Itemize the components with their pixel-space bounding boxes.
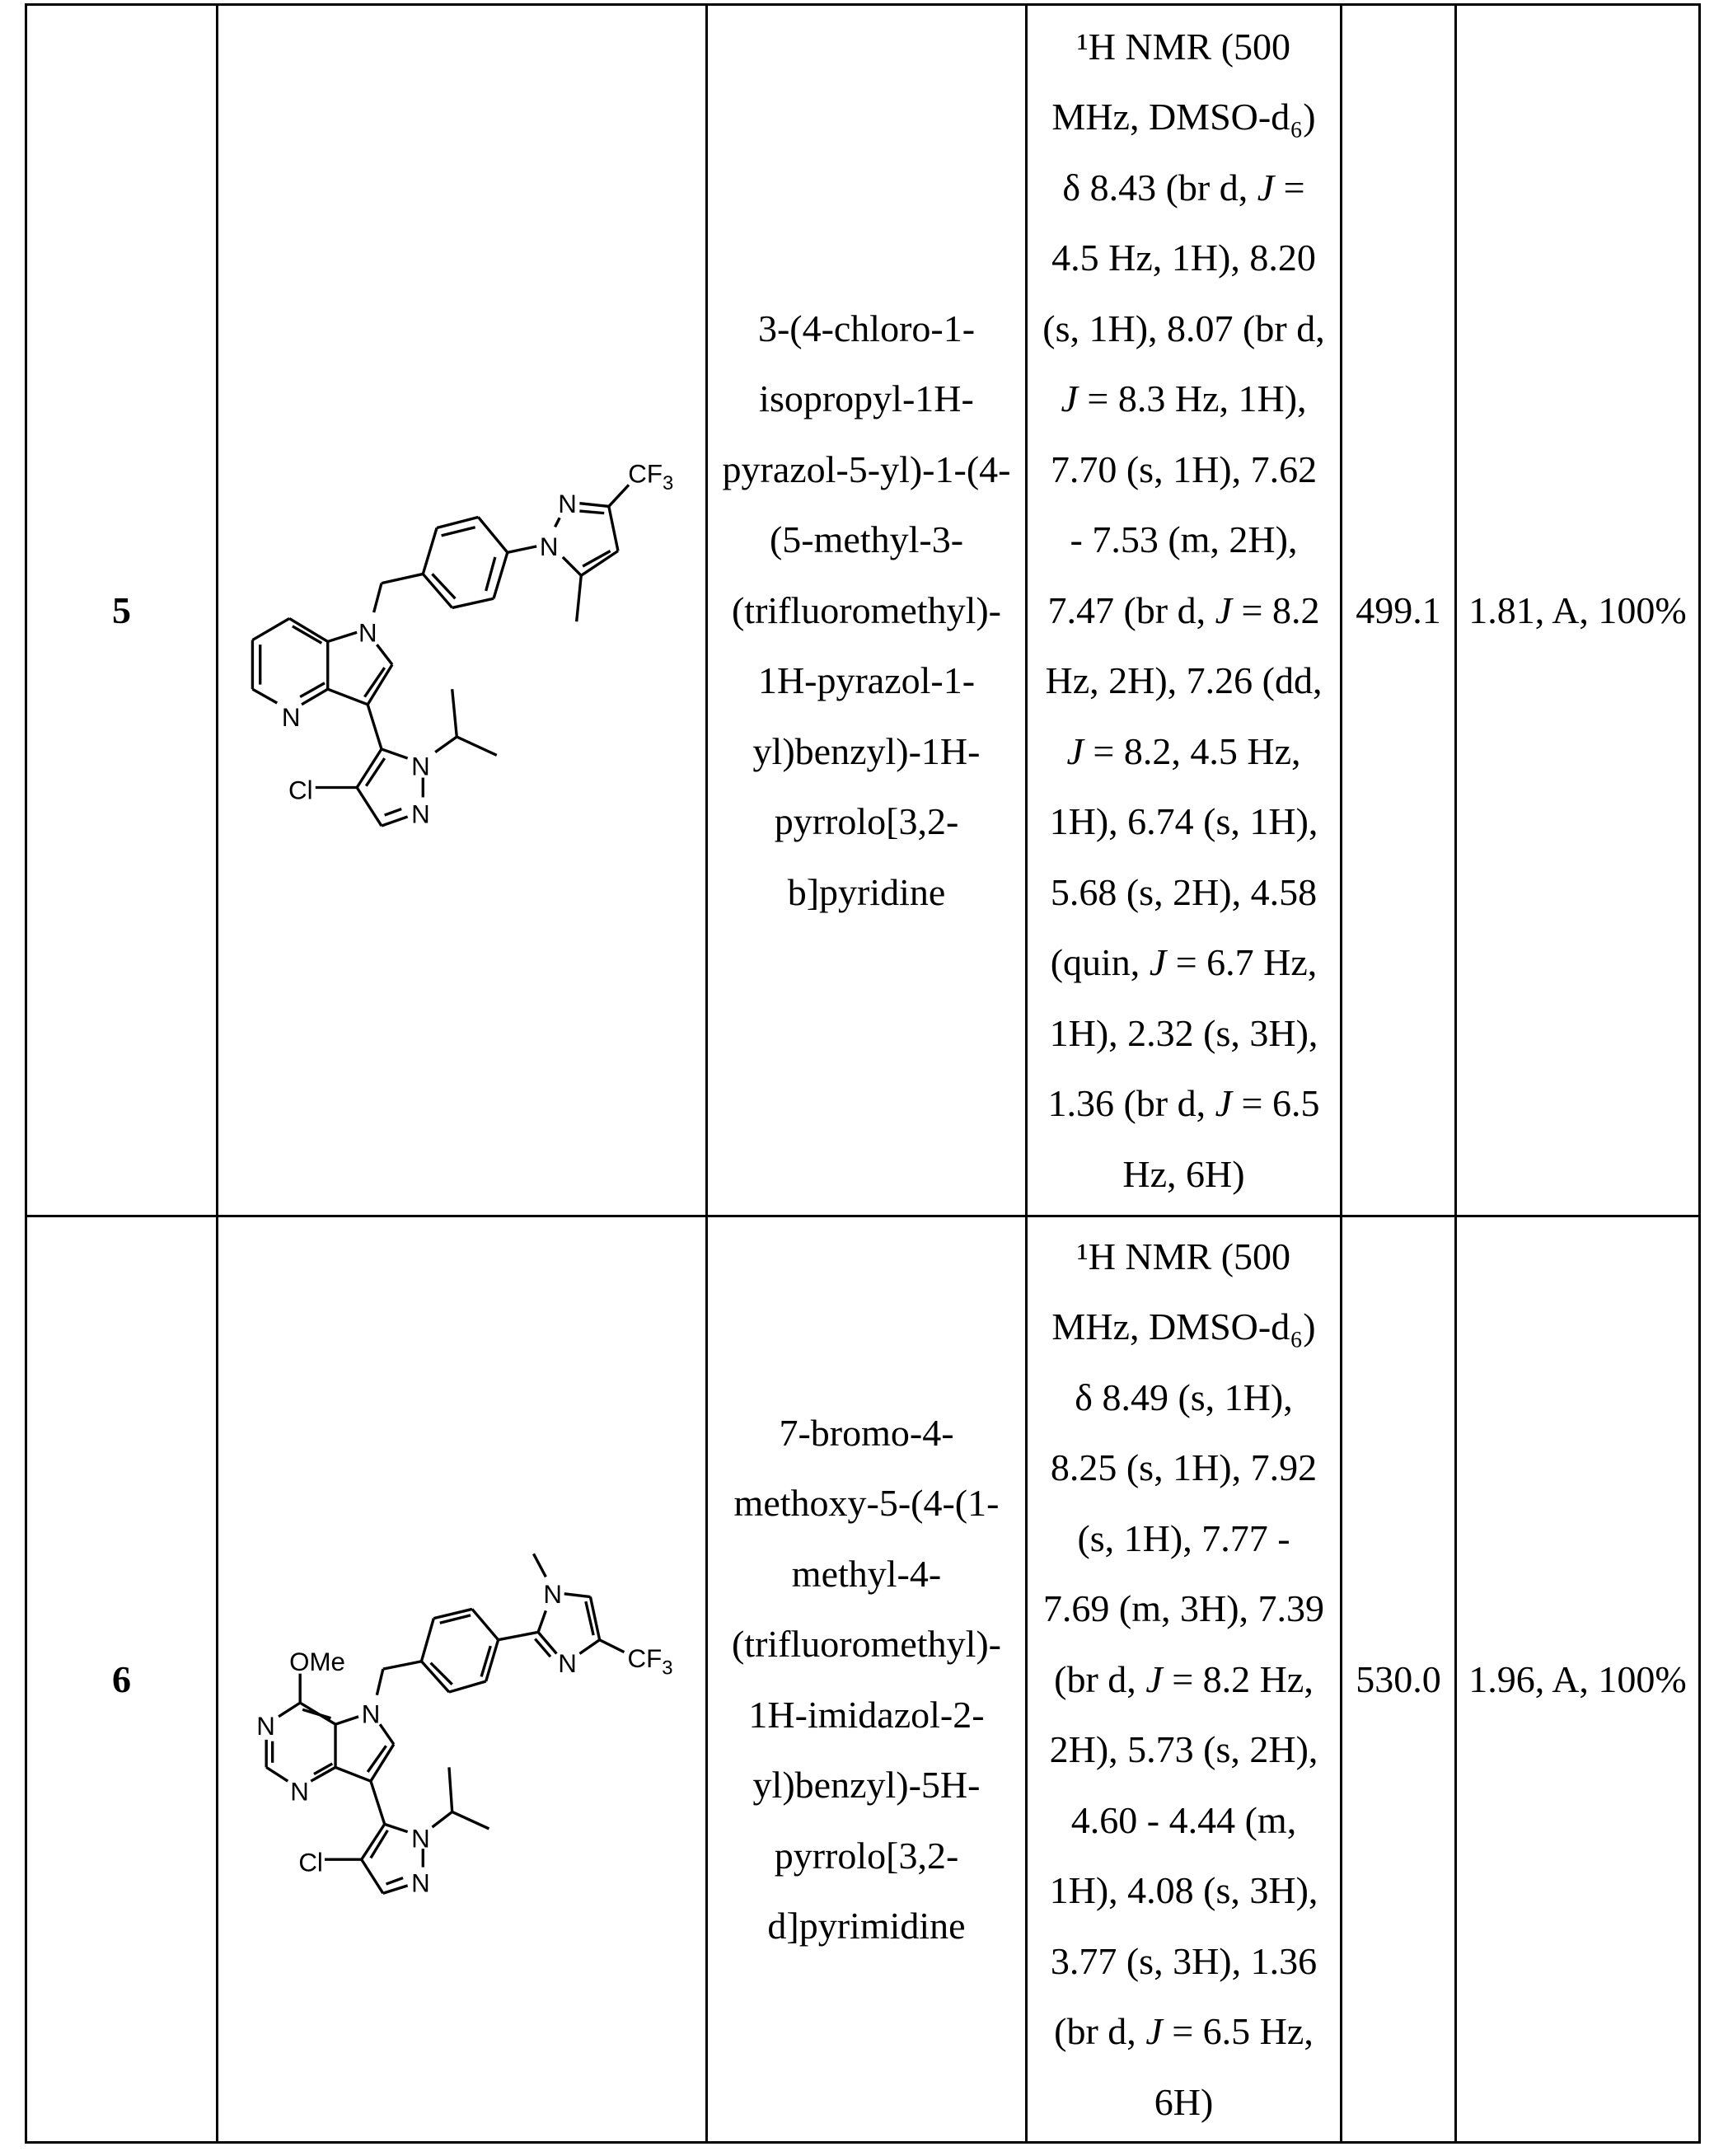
- structure-cell: [218, 1216, 707, 2143]
- nmr-line: J = 8.2, 4.5 Hz,: [1028, 716, 1340, 787]
- compound-name-cell: [707, 5, 1027, 1216]
- atom-label: N: [543, 1580, 562, 1609]
- chemical-structure-6: [223, 1479, 701, 1858]
- bond: [538, 1632, 556, 1653]
- name-line: 7-bromo-4-: [708, 1398, 1025, 1469]
- table-row: [26, 5, 1700, 1216]
- name-line: (trifluoromethyl)-: [708, 575, 1025, 646]
- bond: [535, 1638, 550, 1657]
- compound-id-cell: [26, 5, 218, 1216]
- bond: [452, 598, 493, 607]
- nmr-line: δ 8.49 (s, 1H),: [1028, 1362, 1340, 1433]
- atom-label: N: [256, 1712, 275, 1741]
- bond: [266, 1767, 288, 1781]
- bond: [335, 1717, 358, 1724]
- bond: [452, 1812, 489, 1829]
- name-line: b]pyridine: [708, 857, 1025, 928]
- bond: [366, 758, 384, 786]
- bond: [361, 1859, 382, 1893]
- bond: [300, 683, 325, 697]
- nmr-line: 6H): [1028, 2067, 1340, 2138]
- bond: [302, 689, 328, 705]
- nmr-line: 1.36 (br d, J = 6.5: [1028, 1068, 1340, 1139]
- nmr-line: ¹H NMR (500: [1028, 1221, 1340, 1292]
- name-line: (trifluoromethyl)-: [708, 1609, 1025, 1680]
- bond: [533, 1554, 546, 1577]
- name-line: (5-methyl-3-: [708, 504, 1025, 575]
- nmr-line: (br d, J = 8.2 Hz,: [1028, 1644, 1340, 1715]
- name-line: 3-(4-chloro-1-: [708, 293, 1025, 364]
- bond: [335, 1767, 371, 1781]
- atom-label: N: [411, 799, 430, 828]
- hplc-cell: [1456, 5, 1700, 1216]
- nmr-line: J = 8.3 Hz, 1H),: [1028, 363, 1340, 434]
- bond: [279, 1703, 300, 1717]
- atom-label: Cl: [288, 776, 313, 804]
- nmr-line: (s, 1H), 8.07 (br d,: [1028, 293, 1340, 364]
- nmr-line: 5.68 (s, 2H), 4.58: [1028, 857, 1340, 928]
- bond: [457, 737, 496, 755]
- mass-value: 499.1: [1356, 589, 1441, 631]
- name-line: 1H-pyrazol-1-: [708, 645, 1025, 716]
- bond: [608, 485, 628, 506]
- bond: [485, 1639, 498, 1680]
- name-line: yl)benzyl)-5H-: [708, 1750, 1025, 1821]
- bond: [252, 618, 289, 640]
- bond: [252, 689, 277, 703]
- bond: [599, 1639, 624, 1652]
- hplc-cell: [1456, 1216, 1700, 2143]
- bond: [386, 1877, 403, 1883]
- nmr-cell: [1027, 5, 1342, 1216]
- nmr-line: - 7.53 (m, 2H),: [1028, 504, 1340, 575]
- nmr-line: 1H), 6.74 (s, 1H),: [1028, 786, 1340, 857]
- bond: [381, 749, 407, 758]
- bond: [579, 511, 604, 513]
- nmr-line: 3.77 (s, 3H), 1.36: [1028, 1926, 1340, 1997]
- name-line: methoxy-5-(4-(1-: [708, 1468, 1025, 1539]
- name-line: d]pyrimidine: [708, 1891, 1025, 1961]
- mass-cell: [1342, 1216, 1456, 2143]
- bond: [357, 787, 382, 826]
- bond: [448, 1767, 452, 1812]
- bond: [579, 503, 608, 506]
- nmr-line: 7.70 (s, 1H), 7.62: [1028, 434, 1340, 505]
- nmr-line: 4.5 Hz, 1H), 8.20: [1028, 223, 1340, 293]
- atom-label: N: [558, 490, 577, 518]
- nmr-line: MHz, DMSO-d₆): [1028, 82, 1340, 152]
- nmr-line: MHz, DMSO-d₆): [1028, 1291, 1340, 1362]
- nmr-line: (quin, J = 6.7 Hz,: [1028, 927, 1340, 998]
- bond: [380, 1724, 394, 1744]
- bond: [448, 1681, 485, 1692]
- name-line: 1H-imidazol-2-: [708, 1680, 1025, 1751]
- atom-label: N: [558, 1649, 577, 1678]
- name-line: methyl-4-: [708, 1539, 1025, 1610]
- atom-label: N: [411, 1824, 430, 1853]
- nmr-line: δ 8.43 (br d, J =: [1028, 152, 1340, 223]
- nmr-line: 8.25 (s, 1H), 7.92: [1028, 1432, 1340, 1503]
- hplc-value: 1.96, A, 100%: [1468, 1658, 1687, 1700]
- bond: [478, 517, 507, 552]
- bond: [421, 1618, 433, 1661]
- atom-label: CF3: [628, 459, 673, 494]
- bond: [289, 618, 328, 641]
- bond: [471, 1609, 498, 1639]
- chemical-structure-5: [223, 410, 701, 789]
- nmr-line: 4.60 - 4.44 (m,: [1028, 1785, 1340, 1856]
- bond: [579, 1639, 599, 1653]
- compound-id-cell: [26, 1216, 218, 2143]
- name-line: yl)benzyl)-1H-: [708, 716, 1025, 787]
- nmr-line: 1H), 4.08 (s, 3H),: [1028, 1855, 1340, 1926]
- bond: [302, 1709, 330, 1718]
- atom-label: N: [281, 703, 300, 732]
- nmr-line: 1H), 2.32 (s, 3H),: [1028, 998, 1340, 1069]
- nmr-line: Hz, 6H): [1028, 1139, 1340, 1210]
- bond: [435, 737, 457, 752]
- bond: [576, 575, 581, 621]
- bond: [564, 1594, 590, 1597]
- table-row: [26, 1216, 1700, 2143]
- atom-label: CF3: [627, 1644, 672, 1679]
- name-line: pyrazol-5-yl)-1-(4-: [708, 434, 1025, 505]
- nmr-line: 7.47 (br d, J = 8.2: [1028, 575, 1340, 646]
- bond: [538, 1610, 546, 1632]
- bond: [382, 1886, 407, 1893]
- bond: [498, 1632, 537, 1639]
- bond: [437, 517, 478, 527]
- bond: [377, 644, 392, 664]
- atom-label: N: [361, 1699, 380, 1728]
- bond: [368, 705, 382, 749]
- bond: [562, 557, 580, 575]
- bond: [441, 527, 475, 536]
- bond: [507, 546, 536, 552]
- atom-label: Cl: [298, 1848, 323, 1877]
- name-line: isopropyl-1H-: [708, 363, 1025, 434]
- nmr-cell: [1027, 1216, 1342, 2143]
- bond: [370, 1781, 384, 1824]
- bond: [384, 808, 401, 814]
- bond: [555, 518, 560, 527]
- atom-label: OMe: [289, 1647, 345, 1676]
- bond: [432, 1812, 452, 1827]
- atom-label: N: [290, 1777, 309, 1806]
- bond: [373, 583, 381, 612]
- bond: [432, 574, 455, 598]
- bond: [381, 574, 422, 583]
- hplc-value: 1.81, A, 100%: [1468, 589, 1687, 631]
- bond: [313, 1764, 331, 1774]
- nmr-line: Hz, 2H), 7.26 (dd,: [1028, 645, 1340, 716]
- bond: [423, 527, 437, 574]
- bond: [608, 506, 617, 551]
- mass-value: 530.0: [1356, 1658, 1441, 1700]
- nmr-line: (s, 1H), 7.77 -: [1028, 1503, 1340, 1574]
- bond: [381, 817, 407, 826]
- atom-label: N: [411, 1868, 430, 1897]
- compound-name-cell: [707, 1216, 1027, 2143]
- nmr-line: (br d, J = 6.5 Hz,: [1028, 1996, 1340, 2067]
- name-line: pyrrolo[3,2-: [708, 786, 1025, 857]
- nmr-line: 2H), 5.73 (s, 2H),: [1028, 1714, 1340, 1785]
- structure-cell: [218, 5, 707, 1216]
- bond: [485, 557, 494, 591]
- nmr-line: ¹H NMR (500: [1028, 12, 1340, 82]
- bond: [327, 689, 367, 705]
- compound-table: [25, 3, 1701, 2144]
- bond: [377, 1669, 382, 1695]
- atom-label: N: [539, 532, 558, 561]
- mass-cell: [1342, 5, 1456, 1216]
- compound-id: 6: [112, 1658, 131, 1700]
- atom-label: N: [411, 752, 430, 780]
- bond: [327, 632, 356, 641]
- name-line: pyrrolo[3,2-: [708, 1821, 1025, 1891]
- atom-label: N: [358, 618, 377, 647]
- compound-id: 5: [112, 589, 131, 631]
- nmr-line: 7.69 (m, 3H), 7.39: [1028, 1573, 1340, 1644]
- bond: [382, 1662, 421, 1669]
- bond: [452, 689, 457, 737]
